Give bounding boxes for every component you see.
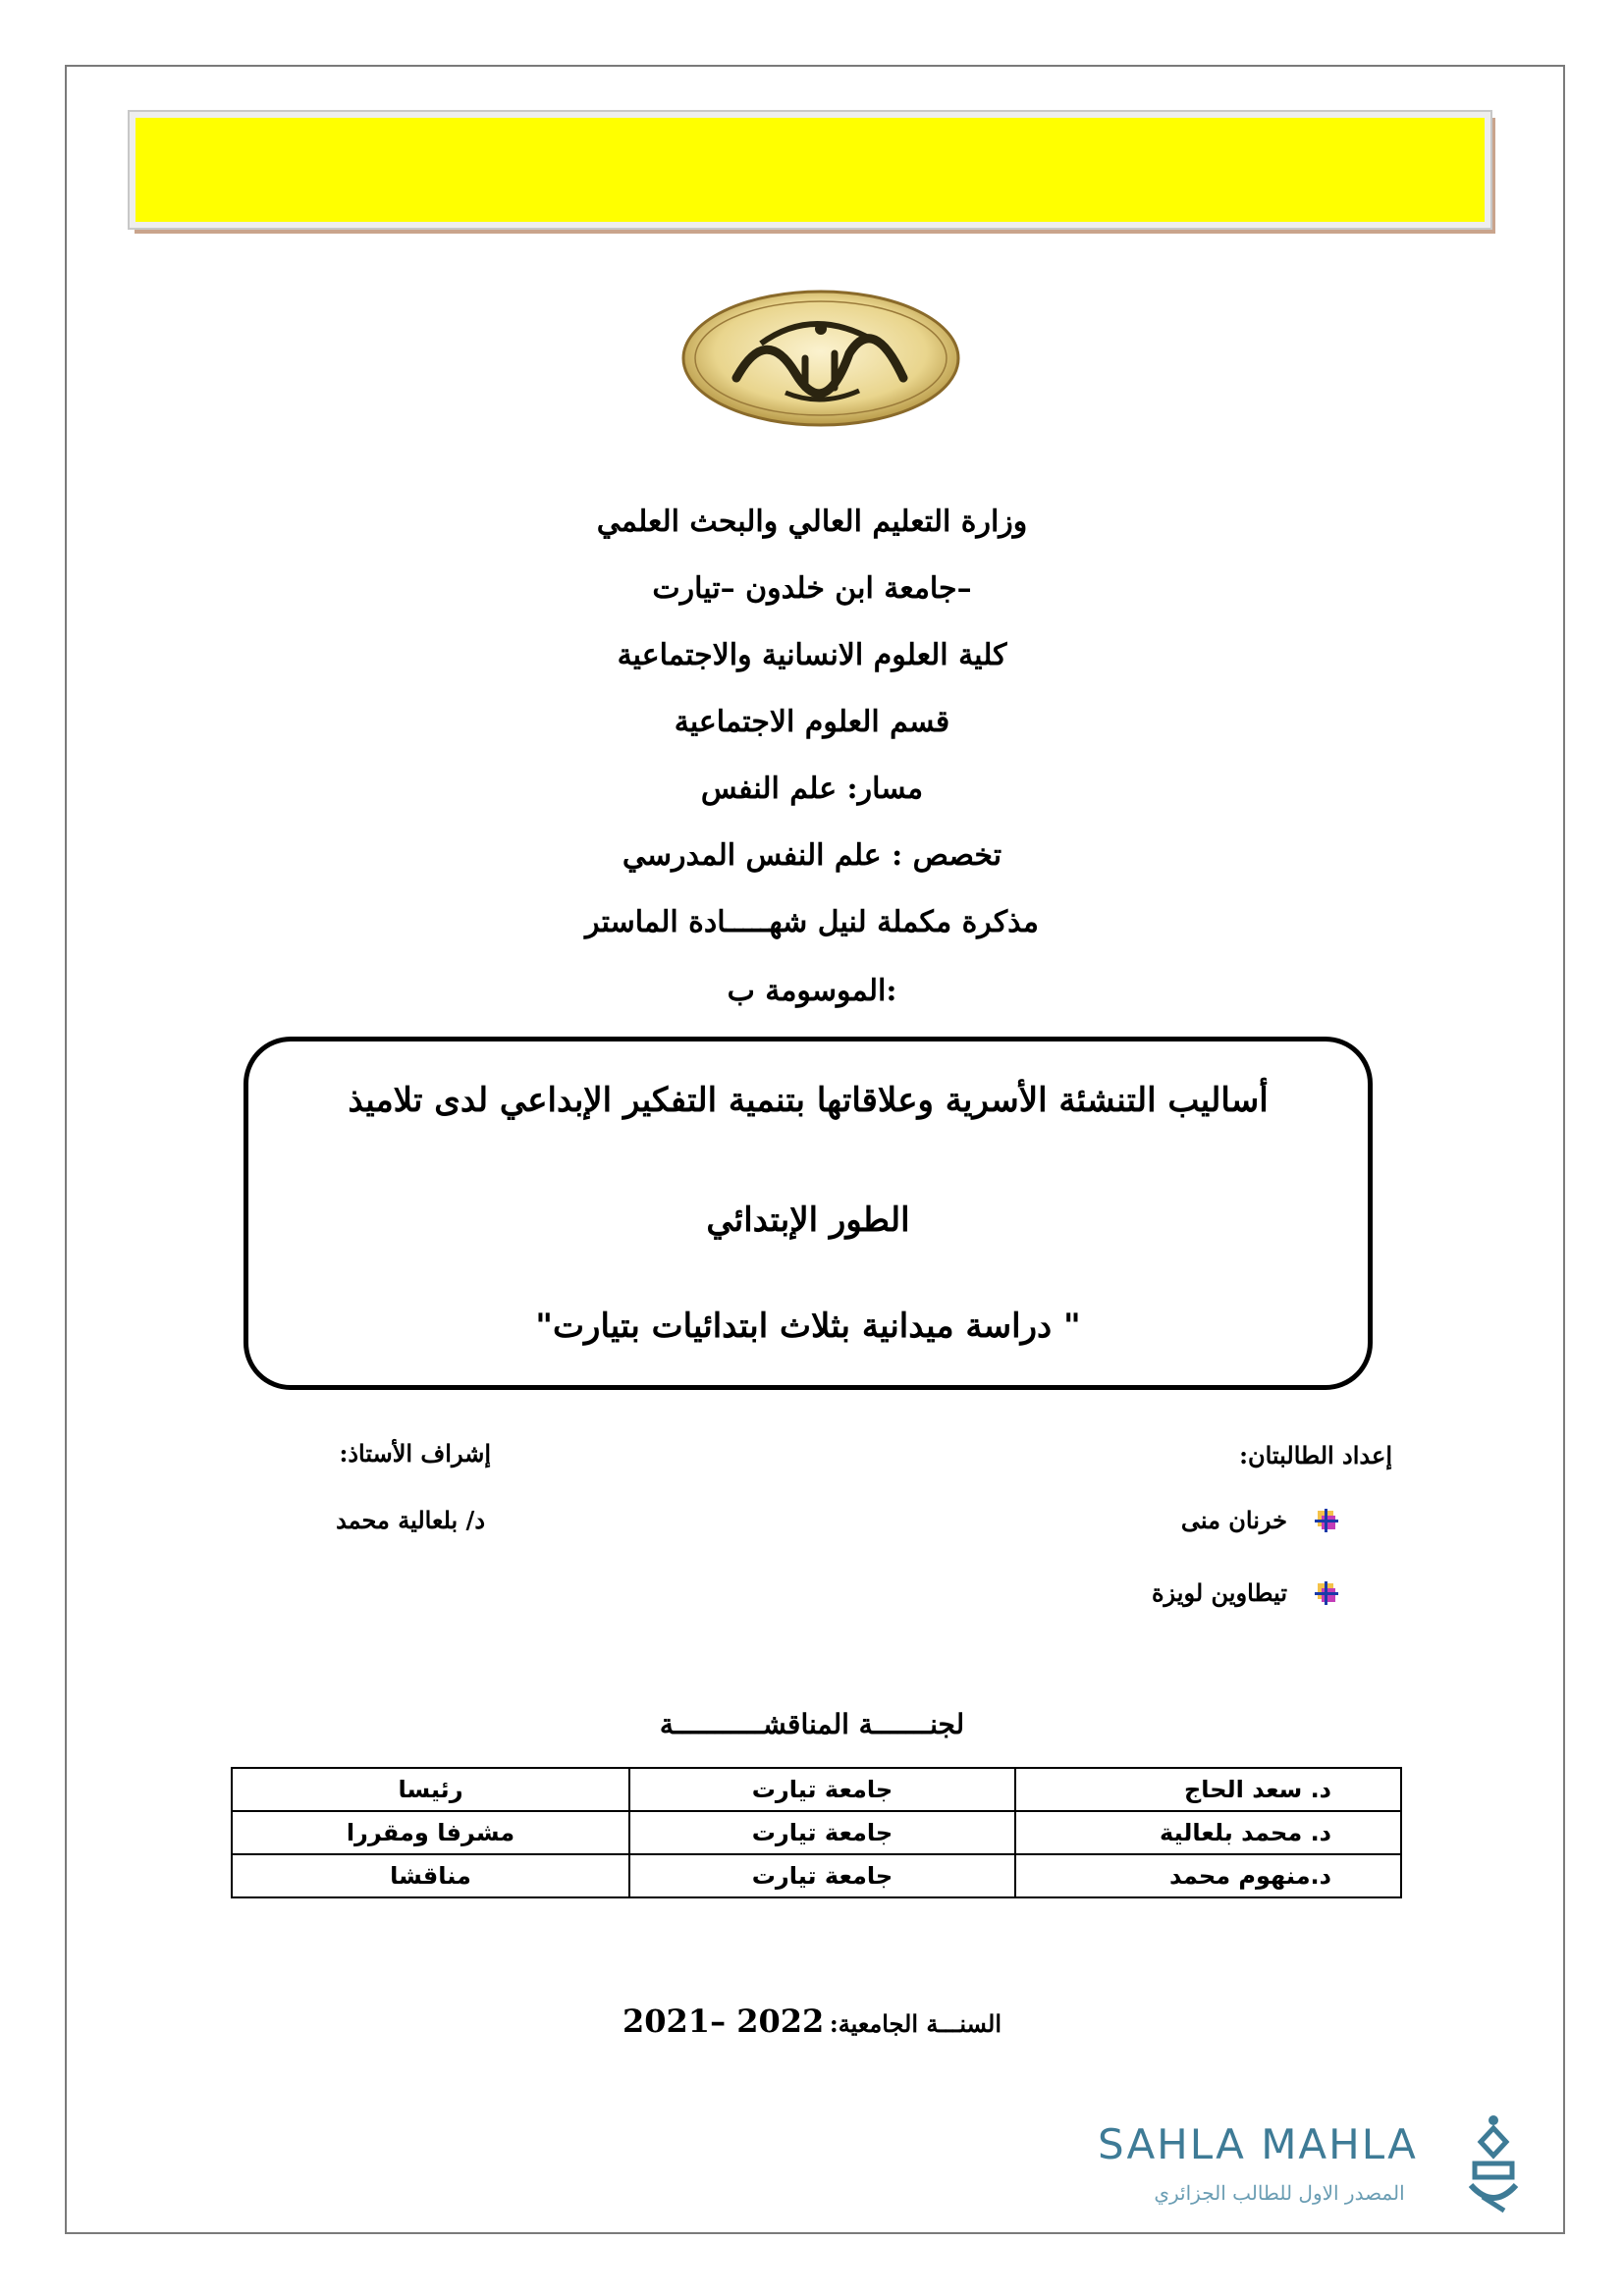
member-name: د. سعد الحاج bbox=[1015, 1768, 1401, 1811]
track-name: مسار: علم النفس bbox=[700, 772, 924, 806]
titled-label: الموسومة ب: bbox=[727, 974, 897, 1008]
faculty-name: كلية العلوم الانسانية والاجتماعية bbox=[617, 638, 1007, 672]
table-row bbox=[232, 1854, 1401, 1897]
committee-table bbox=[231, 1767, 1402, 1898]
thesis-title-line2: الطور الإبتدائي bbox=[706, 1201, 910, 1240]
table-row bbox=[232, 1768, 1401, 1811]
pushpin-bullet-icon bbox=[1314, 1580, 1339, 1606]
sahla-mahla-logo-icon bbox=[1463, 2112, 1524, 2218]
thesis-title-line1: أساليب التنشئة الأسرية وعلاقاتها بتنمية التفكير الإبداعي لدى تلاميذ bbox=[348, 1081, 1269, 1120]
table-row bbox=[232, 1811, 1401, 1854]
memo-description: مذكرة مكملة لنيل شهـــــادة الماستر bbox=[585, 905, 1039, 939]
university-logo-icon bbox=[677, 285, 964, 432]
specialty-name: تخصص : علم النفس المدرسي bbox=[622, 838, 1002, 873]
academic-year-value: 2021– 2022 bbox=[623, 2002, 825, 2040]
member-name: د. محمد بلعالية bbox=[1015, 1811, 1401, 1854]
academic-year-label: السنـــة الجامعية: bbox=[829, 2009, 1001, 2038]
member-institution: جامعة تيارت bbox=[629, 1811, 1015, 1854]
department-name: قسم العلوم الاجتماعية bbox=[674, 705, 950, 739]
students-label: إعداد الطالبتان: bbox=[1239, 1441, 1392, 1469]
thesis-title-box bbox=[244, 1037, 1373, 1390]
watermark-tagline: المصدر الاول للطالب الجزائري bbox=[1154, 2181, 1405, 2205]
sahla-mahla-watermark bbox=[1090, 2120, 1532, 2218]
member-role: مناقشا bbox=[232, 1854, 629, 1897]
yellow-banner bbox=[130, 112, 1490, 228]
university-name: جامعة ابن خلدون –تيارت– bbox=[652, 571, 972, 606]
ministry-heading: وزارة التعليم العالي والبحث العلمي bbox=[596, 505, 1028, 539]
member-name: د.منهوم محمد bbox=[1015, 1854, 1401, 1897]
student-name-1: خرنان منى bbox=[1180, 1506, 1287, 1534]
committee-title: لجنـــــــة المناقشـــــــــــة bbox=[659, 1708, 965, 1740]
watermark-brand: SAHLA MAHLA bbox=[1098, 2120, 1418, 2168]
student-name-2: تيطاوين لويزة bbox=[1151, 1578, 1287, 1607]
member-institution: جامعة تيارت bbox=[629, 1854, 1015, 1897]
member-role: رئيسا bbox=[232, 1768, 629, 1811]
member-institution: جامعة تيارت bbox=[629, 1768, 1015, 1811]
supervisor-name: د/ بلعالية محمد bbox=[336, 1506, 485, 1534]
pushpin-bullet-icon bbox=[1314, 1508, 1339, 1533]
supervisor-label: إشراف الأستاذ: bbox=[339, 1439, 491, 1468]
academic-year bbox=[0, 2002, 1624, 2040]
thesis-subtitle: " دراسة ميدانية بثلاث ابتدائيات بتيارت" bbox=[535, 1307, 1081, 1346]
member-role: مشرفا ومقررا bbox=[232, 1811, 629, 1854]
